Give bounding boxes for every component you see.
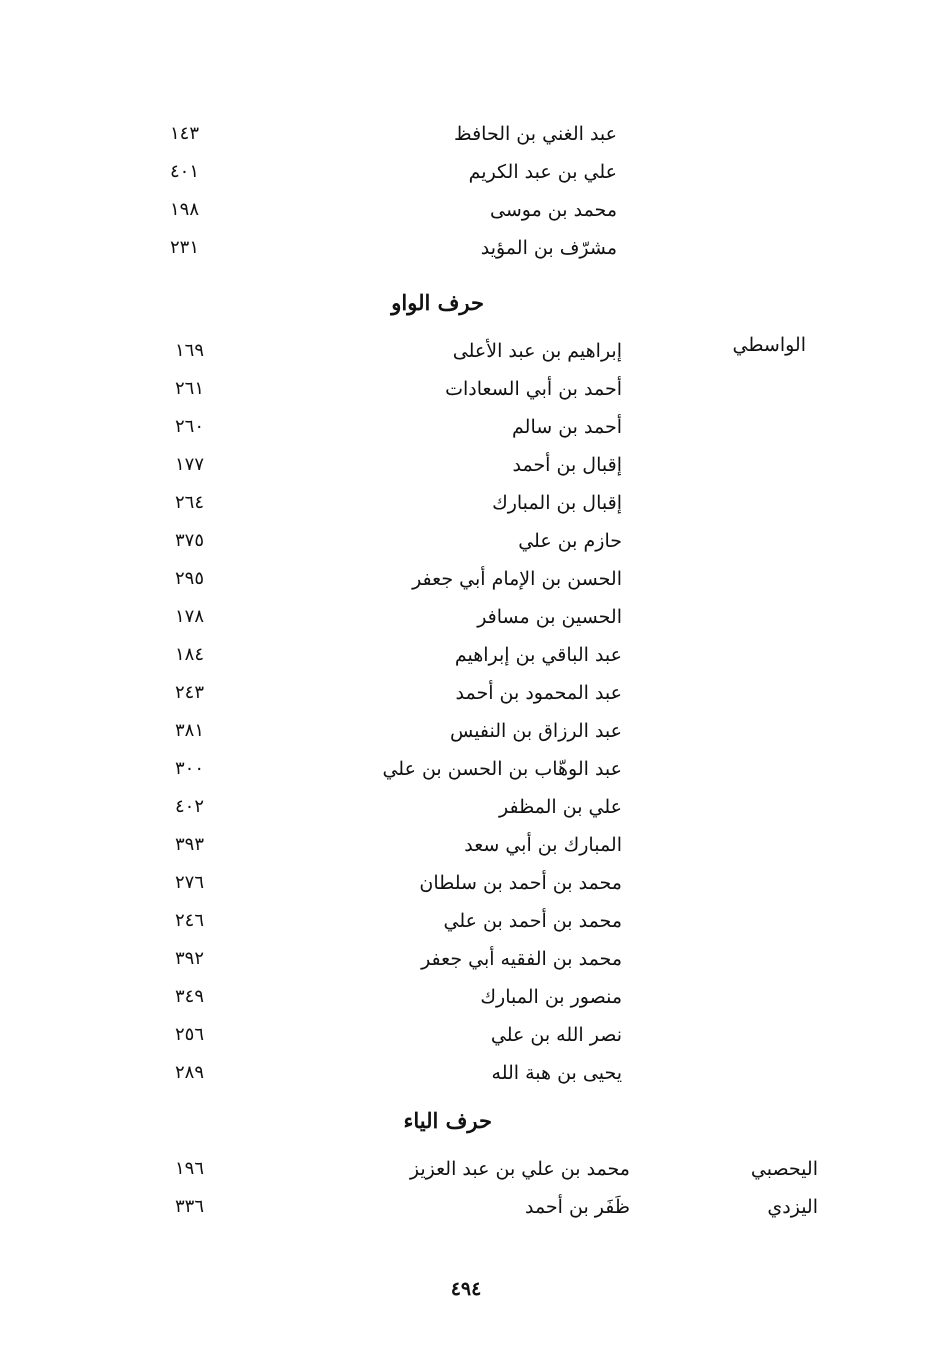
entry-name: محمد بن موسى <box>490 199 617 221</box>
entry-page-number: ٤٠١ <box>169 161 199 182</box>
entry-page-number: ٢٦٠ <box>174 416 204 437</box>
entry-page-number: ٣٠٠ <box>174 758 204 779</box>
entry-page-number: ٢٥٦ <box>174 1024 204 1045</box>
index-entry <box>0 560 932 598</box>
entry-page-number: ٢٤٣ <box>174 682 204 703</box>
nisba-label: اليحصبي <box>750 1158 818 1180</box>
index-entry <box>0 115 932 153</box>
entry-name: أحمد بن سالم <box>512 416 622 438</box>
entry-page-number: ١٧٧ <box>174 454 204 475</box>
index-entry <box>0 153 932 191</box>
index-entry <box>0 864 932 902</box>
entry-page-number: ٢٤٦ <box>174 910 204 931</box>
index-entry <box>0 1054 932 1092</box>
entry-page-number: ١٩٨ <box>169 199 199 220</box>
index-entry <box>0 788 932 826</box>
entry-name: محمد بن أحمد بن علي <box>443 910 622 932</box>
section-heading-waw: حرف الواو <box>391 290 484 315</box>
entry-name: علي بن عبد الكريم <box>468 161 617 183</box>
entry-name: الحسن بن الإمام أبي جعفر <box>412 568 622 590</box>
entry-page-number: ٢٣١ <box>169 237 199 258</box>
entry-name: يحيى بن هبة الله <box>491 1062 622 1084</box>
entry-page-number: ٢٦٤ <box>174 492 204 513</box>
entry-page-number: ٢٩٥ <box>174 568 204 589</box>
entry-page-number: ١٦٩ <box>174 340 204 361</box>
entry-name: مشرّف بن المؤيد <box>480 237 617 259</box>
nisba-label: الواسطي <box>732 334 806 356</box>
entry-name: منصور بن المبارك <box>480 986 622 1008</box>
index-entry <box>0 1016 932 1054</box>
index-entry <box>0 978 932 1016</box>
entry-page-number: ٢٨٩ <box>174 1062 204 1083</box>
entry-page-number: ٢٧٦ <box>174 872 204 893</box>
entry-name: حازم بن علي <box>518 530 622 552</box>
entry-page-number: ١٩٦ <box>174 1158 204 1179</box>
entry-page-number: ١٤٣ <box>169 123 199 144</box>
index-entry <box>0 1150 932 1188</box>
entry-name: الحسين بن مسافر <box>477 606 622 628</box>
index-entry <box>0 598 932 636</box>
entry-name: محمد بن أحمد بن سلطان <box>419 872 622 894</box>
entry-name: عبد الرزاق بن النفيس <box>449 720 622 742</box>
entry-page-number: ٣٤٩ <box>174 986 204 1007</box>
entry-name: عبد الوهّاب بن الحسن بن علي <box>382 758 622 780</box>
entry-page-number: ٣٣٦ <box>174 1196 204 1217</box>
index-entry <box>0 1188 932 1226</box>
index-entry <box>0 902 932 940</box>
entry-name: محمد بن علي بن عبد العزيز <box>409 1158 630 1180</box>
index-entry <box>0 446 932 484</box>
index-entry <box>0 408 932 446</box>
page-number: ٤٩٤ <box>450 1278 482 1300</box>
entry-name: محمد بن الفقيه أبي جعفر <box>421 948 622 970</box>
entry-name: عبد المحمود بن أحمد <box>455 682 622 704</box>
index-entry <box>0 191 932 229</box>
entry-page-number: ٣٩٣ <box>174 834 204 855</box>
index-entry <box>0 229 932 267</box>
entry-name: علي بن المظفر <box>498 796 622 818</box>
index-entry <box>0 332 932 370</box>
entry-name: إبراهيم بن عبد الأعلى <box>452 340 622 362</box>
index-entry <box>0 712 932 750</box>
entry-page-number: ٤٠٢ <box>174 796 204 817</box>
entry-page-number: ٣٧٥ <box>174 530 204 551</box>
entry-name: نصر الله بن علي <box>490 1024 622 1046</box>
index-entry <box>0 522 932 560</box>
entry-name: إقبال بن المبارك <box>492 492 622 514</box>
entry-page-number: ١٨٤ <box>174 644 204 665</box>
entry-name: عبد الباقي بن إبراهيم <box>454 644 622 666</box>
index-entry <box>0 370 932 408</box>
entry-name: إقبال بن أحمد <box>512 454 622 476</box>
index-entry <box>0 750 932 788</box>
entry-page-number: ١٧٨ <box>174 606 204 627</box>
nisba-label: اليزدي <box>767 1196 818 1218</box>
index-entry <box>0 940 932 978</box>
entry-page-number: ٣٩٢ <box>174 948 204 969</box>
index-entry <box>0 826 932 864</box>
entry-name: عبد الغني بن الحافظ <box>454 123 617 145</box>
entry-name: المبارك بن أبي سعد <box>464 834 622 856</box>
index-entry <box>0 636 932 674</box>
entry-name: أحمد بن أبي السعادات <box>445 378 622 400</box>
entry-page-number: ٣٨١ <box>174 720 204 741</box>
index-entry <box>0 484 932 522</box>
entry-name: ظَفَر بن أحمد <box>524 1196 630 1218</box>
entry-page-number: ٢٦١ <box>174 378 204 399</box>
section-heading-ya: حرف الياء <box>403 1108 492 1133</box>
index-entry <box>0 674 932 712</box>
